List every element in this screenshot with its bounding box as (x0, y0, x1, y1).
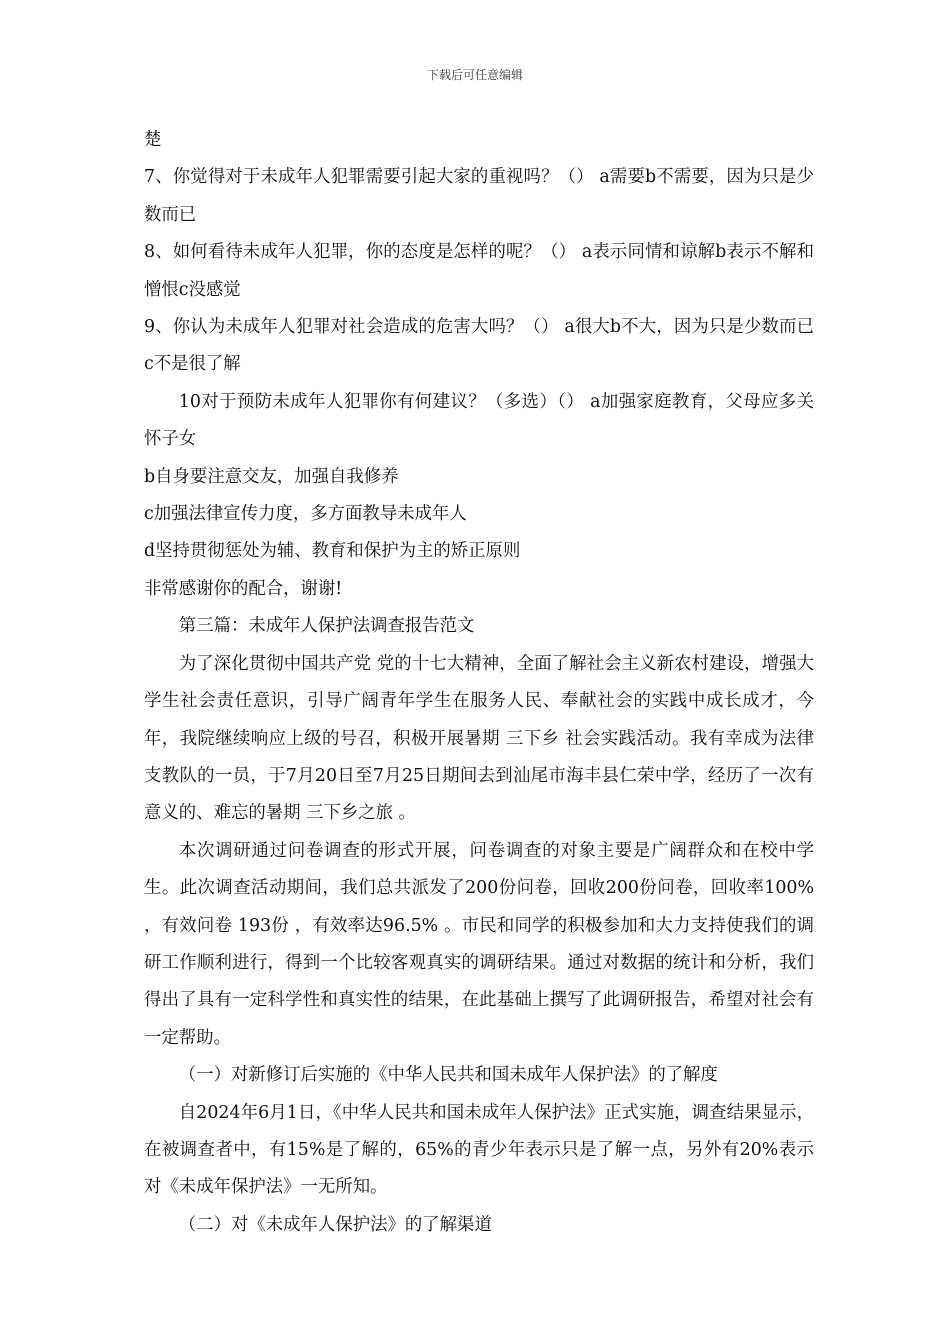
question-9: 9、你认为未成年人犯罪对社会造成的危害大吗？（） a很大b不大，因为只是少数而已c不是很了解 (144, 317, 814, 375)
question-8: 8、如何看待未成年人犯罪，你的态度是怎样的呢？（） a表示同情和谅解b表示不解和憎恨c没感觉 (144, 242, 814, 300)
thanks-line: 非常感谢你的配合，谢谢! (144, 578, 343, 599)
question-10: 10对于预防未成年人犯罪你有何建议？（多选）（） a加强家庭教育，父母应多关怀子女 (144, 391, 814, 450)
paragraph-continuation: 楚 (144, 130, 162, 150)
body-paragraph-intro: 为了深化贯彻中国共产党 党的十七大精神，全面了解社会主义新农村建设，增强大学生社会责任意识，引导广阔青年学生在服务人民、奉献社会的实践中成长成才，今年，我院继续响应上级的号召，积极开展暑期 三下乡 社会实践活动。我有幸成为法律支教队的一员，于7月20日至7月25日期间去到汕尾市海丰县仁荣中学，经历了一次有意义的、难忘的暑期 三下乡之旅 。 (144, 653, 814, 824)
section-title: 第三篇：未成年人保护法调查报告范文 (178, 616, 475, 637)
page-header: 下载后可任意编辑 (426, 68, 523, 82)
body-paragraph-survey: 本次调研通过问卷调查的形式开展，问卷调查的对象主要是广阔群众和在校中学生。此次调查活动期间，我们总共派发了200份问卷，回收200份问卷，回收率100% ，有效问卷 193份 ，有效率达96.5% 。市民和同学的积极参加和大力支持使我们的调研工作顺利进行，得到一个比较客观真实的调研结果。通过对数据的统计和分析，我们得出了具有一定科学性和真实性的结果，在此基础上撰写了此调研报告，希望对社会有一定帮助。 (144, 840, 814, 1048)
subsection-heading-1: （一）对新修订后实施的《中华人民共和国未成年人保护法》的了解度 (178, 1065, 718, 1086)
option-d: d坚持贯彻惩处为辅、教育和保护为主的矫正原则 (144, 541, 521, 562)
question-7: 7、你觉得对于未成年人犯罪需要引起大家的重视吗？（） a需要b不需要，因为只是少数而已 (144, 167, 814, 225)
document-body (144, 122, 814, 1244)
option-b: b自身要注意交友，加强自我修养 (144, 466, 399, 487)
body-paragraph-results: 自2024年6月1日，《中华人民共和国未成年人保护法》正式实施，调查结果显示，在被调查者中，有15%是了解的，65%的青少年表示只是了解一点，另外有20%表示对《未成年保护法》一无所知。 (144, 1102, 814, 1198)
subsection-heading-2: （二）对《未成年人保护法》的了解渠道 (178, 1214, 492, 1235)
option-c: c加强法律宣传力度，多方面教导未成年人 (144, 504, 467, 525)
